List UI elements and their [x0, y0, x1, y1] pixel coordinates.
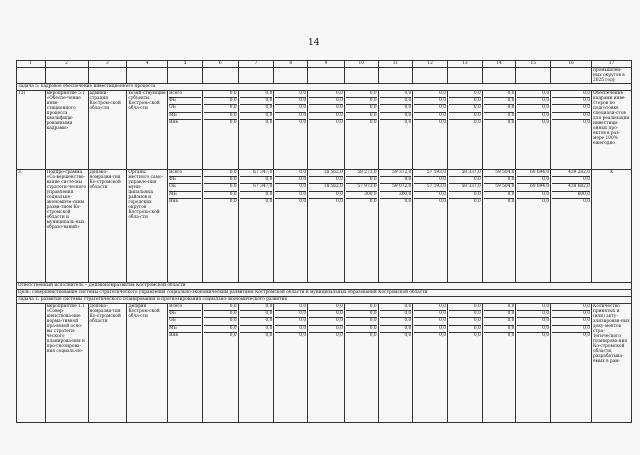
value-cell: 0,0 [542, 332, 550, 338]
value-cell: 0,0 [346, 304, 377, 311]
value-cell: 58 337,0 [449, 184, 481, 191]
value-cell: 0,0 [240, 318, 273, 325]
result-note: промышлен-ных округов в 2025 году [592, 68, 632, 84]
value-cell: 0,0 [552, 318, 590, 325]
value-cell: 0,0 [229, 332, 237, 338]
value-cell: 0,0 [265, 198, 273, 204]
value-cell: 57 193,0 [414, 184, 446, 191]
value-cell: 0,0 [484, 177, 515, 184]
result-indicator: Количество принятых и (или) акту-ализирован-ных доку-ментов стра-тегического планирова-ния Ко-стромской области, разрабатыва-емых в рам- [592, 304, 632, 423]
value-cell: 0,0 [204, 113, 237, 120]
column-header: 12 [413, 61, 448, 68]
value-cell: 0,0 [275, 98, 306, 105]
value-cell: 0,0 [275, 113, 306, 120]
empty-cell [308, 68, 345, 84]
value-cell: 0,0 [552, 113, 590, 120]
value-cell: 0,0 [346, 91, 377, 98]
value-cell: 0,0 [240, 304, 273, 311]
value-cell: 0,0 [240, 91, 273, 98]
value-cell: 0,0 [204, 304, 237, 311]
value-cell: 0,0 [517, 304, 549, 311]
value-column [202, 304, 238, 423]
value-cell: 0,0 [309, 311, 343, 318]
responsible-executor: Депэко-номразви-тия Ко-стромской области [88, 170, 127, 283]
section-heading: Ответственный исполнитель – Депэкономразвития Костромской области [17, 283, 632, 290]
value-cell: 0,0 [346, 105, 377, 112]
value-cell: 0,0 [275, 311, 306, 318]
value-column [551, 304, 592, 423]
value-cell: 0,0 [240, 311, 273, 318]
value-cell: 0,0 [299, 198, 307, 204]
cell-line: МБ [169, 113, 201, 120]
value-column [378, 91, 413, 170]
value-cell: 0,0 [204, 318, 237, 325]
value-column [274, 304, 308, 423]
row-number: 3. [17, 170, 46, 283]
value-cell: 0,0 [336, 332, 343, 338]
column-header: 9 [308, 61, 345, 68]
value-cell: 0,0 [404, 119, 412, 125]
value-cell: 0,0 [309, 304, 343, 311]
value-cell: 0,0 [449, 192, 481, 199]
value-cell: 0,0 [414, 98, 446, 105]
empty-cell [344, 68, 378, 84]
value-column [238, 304, 274, 423]
value-cell: 0,0 [484, 98, 515, 105]
value-cell: 0,0 [265, 332, 273, 338]
value-cell: 0,0 [204, 105, 237, 112]
value-cell: 0,0 [309, 192, 343, 199]
value-cell: 0,0 [346, 318, 377, 325]
value-cell: 0,0 [380, 326, 412, 333]
value-cell: 0,0 [484, 311, 515, 318]
value-cell: 18 562,0 [309, 184, 343, 191]
activity-name: мероприятие 5.1 «Обеспе-чение инве-стиционного процесса квалифици-рованными кадрами» [45, 91, 88, 170]
value-cell: 300,0 [380, 192, 412, 199]
value-cell: 0,0 [204, 170, 237, 177]
funding-source [168, 91, 203, 170]
activity-name: мероприятие 1.1 «Совер-шенствова-ние норма-тивной пра-вовой осно-вы стратеги-ческого планирова-ния и про-гнозирова-ния социаль-но- [45, 304, 88, 423]
value-cell: 0,0 [484, 304, 515, 311]
value-cell: 0,0 [552, 304, 590, 311]
value-cell: 0,0 [552, 98, 590, 105]
value-cell: 0,0 [517, 192, 549, 199]
value-cell: 0,0 [507, 198, 515, 204]
value-column [344, 170, 378, 283]
value-cell: 0,0 [439, 119, 446, 125]
value-cell: 57 193,0 [414, 170, 446, 177]
value-cell: 0,0 [229, 198, 237, 204]
value-column [413, 170, 448, 283]
value-cell: 0,0 [240, 105, 273, 112]
value-cell: 0,0 [309, 177, 343, 184]
column-header: 4 [127, 61, 168, 68]
row-number [17, 304, 46, 423]
value-cell: 0,0 [449, 91, 481, 98]
value-column [448, 91, 483, 170]
value-cell: 0,0 [414, 91, 446, 98]
value-column [238, 91, 274, 170]
value-column [344, 304, 378, 423]
value-cell: 0,0 [484, 105, 515, 112]
value-cell: 0,0 [517, 98, 549, 105]
value-cell: 0,0 [449, 105, 481, 112]
value-column [448, 170, 483, 283]
value-cell: 0,0 [380, 98, 412, 105]
value-cell: 0,0 [552, 91, 590, 98]
value-cell: 18 562,0 [309, 170, 343, 177]
cell-line: Всего [169, 170, 201, 177]
value-cell: 59 504,0 [484, 170, 515, 177]
value-cell: 0,0 [299, 119, 307, 125]
value-cell: 0,0 [275, 184, 306, 191]
column-header: 14 [482, 61, 516, 68]
participant: хозяй-ствующие субъекты Костром-ской обла-сти [127, 91, 168, 170]
value-cell: 0,0 [404, 198, 412, 204]
value-cell: 0,0 [404, 332, 412, 338]
value-cell: 0,0 [583, 332, 590, 338]
cell-line: Всего [169, 91, 201, 98]
value-cell: 0,0 [449, 318, 481, 325]
value-cell: 0,0 [517, 326, 549, 333]
cell-line: МБ [169, 192, 201, 199]
value-column [308, 91, 345, 170]
value-column [274, 170, 308, 283]
value-cell: 0,0 [484, 326, 515, 333]
value-cell: 0,0 [369, 332, 377, 338]
column-header: 13 [448, 61, 483, 68]
value-cell: 0,0 [414, 105, 446, 112]
section-heading: Задача 1: развитие системы стратегического планирования и прогнозирования социально-экономического развития [17, 297, 632, 304]
value-column [551, 91, 592, 170]
value-cell: 0,0 [517, 91, 549, 98]
value-column [482, 170, 516, 283]
value-cell: 0,0 [414, 113, 446, 120]
cell-line: ОБ [169, 105, 201, 112]
value-cell: 0,0 [240, 177, 273, 184]
empty-cell [448, 68, 483, 84]
value-cell: 58 273,0 [346, 170, 377, 177]
cell-line: МБ [169, 326, 201, 333]
column-header: 7 [238, 61, 274, 68]
value-cell: 0,0 [473, 332, 481, 338]
value-cell: 0,0 [299, 332, 307, 338]
result-indicator: Обеспечение кадрами инве-сторов по подготовке специали-стов для реализации инвестици-онных про-ектов в раз-мере 100% ежегодно [592, 91, 632, 170]
value-column [516, 304, 551, 423]
value-cell: 0,0 [484, 192, 515, 199]
column-header: 2 [45, 61, 88, 68]
value-cell: 0,0 [204, 326, 237, 333]
value-cell: 0,0 [309, 105, 343, 112]
value-cell: 0,0 [380, 91, 412, 98]
value-cell: 0,0 [240, 113, 273, 120]
value-cell: 0,0 [204, 91, 237, 98]
value-cell: 0,0 [346, 177, 377, 184]
value-cell: 57 973,0 [346, 184, 377, 191]
value-cell: 0,0 [346, 326, 377, 333]
empty-cell [17, 68, 46, 84]
value-cell: 0,0 [204, 311, 237, 318]
funding-source [168, 304, 203, 423]
cell-line: ФБ [169, 177, 201, 184]
value-cell: 0,0 [309, 113, 343, 120]
cell-line: ВнБ [169, 332, 179, 338]
value-cell: 0,0 [369, 119, 377, 125]
value-cell: 0,0 [449, 177, 481, 184]
value-column [482, 91, 516, 170]
value-cell: 0,0 [449, 311, 481, 318]
empty-cell [88, 68, 127, 84]
value-column [413, 91, 448, 170]
value-cell: 0,0 [542, 198, 550, 204]
value-cell: 0,0 [309, 318, 343, 325]
value-cell: 0,0 [240, 98, 273, 105]
empty-cell [202, 68, 238, 84]
value-cell: 0,0 [275, 192, 306, 199]
value-cell: 0,0 [552, 326, 590, 333]
value-cell: 0,0 [473, 198, 481, 204]
value-cell: 58 337,0 [449, 170, 481, 177]
value-cell: 0,0 [484, 113, 515, 120]
value-cell: 0,0 [583, 119, 590, 125]
empty-cell [413, 68, 448, 84]
value-cell: 600,0 [552, 192, 590, 199]
funding-source [168, 170, 203, 283]
value-cell: 0,0 [380, 113, 412, 120]
value-cell: 0,0 [309, 326, 343, 333]
value-column [378, 170, 413, 283]
empty-cell [238, 68, 274, 84]
cell-line: ВнБ [169, 119, 179, 125]
value-cell: 0,0 [507, 119, 515, 125]
value-cell: 300,0 [346, 192, 377, 199]
value-cell: 0,0 [414, 177, 446, 184]
value-column [413, 304, 448, 423]
empty-cell [516, 68, 551, 84]
value-cell: 0,0 [204, 192, 237, 199]
value-column [516, 91, 551, 170]
value-cell: 0,0 [380, 304, 412, 311]
value-cell: 0,0 [517, 177, 549, 184]
participant: Депфин Костром-ской обла-сти [127, 304, 168, 423]
value-column [202, 170, 238, 283]
value-cell: 0,0 [204, 184, 237, 191]
value-column [308, 304, 345, 423]
value-cell: 0,0 [517, 105, 549, 112]
value-cell: 0,0 [204, 98, 237, 105]
empty-cell [168, 68, 203, 84]
value-cell: 59 372,0 [380, 170, 412, 177]
value-cell: 0,0 [229, 119, 237, 125]
responsible-executor: Депэко-номразви-тия Ко-стромской области [88, 304, 127, 423]
value-cell: 0,0 [517, 318, 549, 325]
value-cell: 0,0 [414, 326, 446, 333]
value-cell: 0,0 [414, 318, 446, 325]
value-cell: 0,0 [449, 113, 481, 120]
empty-cell [482, 68, 516, 84]
value-cell: 0,0 [204, 177, 237, 184]
value-cell: 0,0 [346, 113, 377, 120]
value-cell: 60 694,0 [517, 184, 549, 191]
row-number: 13) [17, 91, 46, 170]
empty-cell [127, 68, 168, 84]
value-cell: 0,0 [380, 311, 412, 318]
value-column [238, 170, 274, 283]
value-cell: 0,0 [309, 98, 343, 105]
value-cell: 0,0 [309, 91, 343, 98]
value-column [448, 304, 483, 423]
value-cell: 0,0 [346, 98, 377, 105]
value-cell: 0,0 [275, 91, 306, 98]
value-cell: 0,0 [414, 304, 446, 311]
value-cell: 0,0 [439, 332, 446, 338]
activity-name: Подпро-грамма «Со-вершенство-вание систе-мы стратеги-ческого управления социально-экономиче-ским разви-тием Ко-стромской области и муниципаль-ных образо-ваний» [45, 170, 88, 283]
value-cell: 0,0 [265, 119, 273, 125]
value-cell: 438 682,0 [552, 184, 590, 191]
value-cell: 0,0 [517, 311, 549, 318]
value-cell: 0,0 [380, 105, 412, 112]
value-column [274, 91, 308, 170]
value-cell: 67 347,0 [240, 170, 273, 177]
value-cell: 0,0 [439, 198, 446, 204]
value-column [378, 304, 413, 423]
value-cell: 0,0 [275, 318, 306, 325]
value-cell: 0,0 [507, 332, 515, 338]
value-column [551, 170, 592, 283]
value-cell: 0,0 [275, 177, 306, 184]
cell-line: ФБ [169, 98, 201, 105]
empty-cell [45, 68, 88, 84]
result-indicator: Х [592, 170, 632, 283]
value-cell: 0,0 [369, 198, 377, 204]
value-cell: 0,0 [336, 119, 343, 125]
value-cell: 0,0 [336, 198, 343, 204]
empty-cell [274, 68, 308, 84]
column-header: 16 [551, 61, 592, 68]
value-cell: 0,0 [275, 170, 306, 177]
column-header: 3 [88, 61, 127, 68]
section-heading: Задача 5: кадровое обеспечение инвестиционного процесса [17, 84, 632, 91]
value-cell: 0,0 [275, 326, 306, 333]
page-number: 14 [308, 38, 320, 48]
cell-line: Всего [169, 304, 201, 311]
value-column [344, 91, 378, 170]
value-cell: 0,0 [449, 326, 481, 333]
value-cell: 0,0 [449, 98, 481, 105]
column-header: 15 [516, 61, 551, 68]
value-cell: 0,0 [484, 318, 515, 325]
cell-line: ВнБ [169, 198, 179, 204]
column-header: 5 [168, 61, 203, 68]
value-cell: 0,0 [517, 113, 549, 120]
value-column [516, 170, 551, 283]
value-cell: 59 504,0 [484, 184, 515, 191]
value-cell: 0,0 [275, 304, 306, 311]
value-cell: 0,0 [414, 192, 446, 199]
participant: Органы местного само-управле-ния муни-ципальных районов и городских округов Костром-ской обла-сти [127, 170, 168, 283]
value-cell: 0,0 [552, 177, 590, 184]
budget-table [16, 60, 632, 423]
value-cell: 0,0 [542, 119, 550, 125]
value-cell: 0,0 [473, 119, 481, 125]
value-column [308, 170, 345, 283]
value-cell: 59 072,0 [380, 184, 412, 191]
column-header: 10 [344, 61, 378, 68]
empty-cell [551, 68, 592, 84]
value-cell: 0,0 [240, 192, 273, 199]
column-header: 6 [202, 61, 238, 68]
cell-line: ФБ [169, 311, 201, 318]
cell-line: ОБ [169, 184, 201, 191]
value-column [202, 91, 238, 170]
value-cell: 0,0 [552, 105, 590, 112]
value-cell: 0,0 [240, 326, 273, 333]
value-column [482, 304, 516, 423]
section-heading: Цель: совершенствование системы стратегического управления социально-экономическим развитием Костромской области и муниципальных образований Костромской области [17, 290, 632, 297]
value-cell: 0,0 [449, 304, 481, 311]
value-cell: 60 694,0 [517, 170, 549, 177]
value-cell: 0,0 [275, 105, 306, 112]
empty-cell [378, 68, 413, 84]
value-cell: 67 347,0 [240, 184, 273, 191]
value-cell: 0,0 [583, 198, 590, 204]
value-cell: 439 282,0 [552, 170, 590, 177]
value-cell: 0,0 [552, 311, 590, 318]
value-cell: 0,0 [484, 91, 515, 98]
column-header: 8 [274, 61, 308, 68]
responsible-executor: админи-страция Костром-ской обла-сти [88, 91, 127, 170]
value-cell: 0,0 [346, 311, 377, 318]
value-cell: 0,0 [380, 318, 412, 325]
cell-line: ОБ [169, 318, 201, 325]
value-cell: 0,0 [380, 177, 412, 184]
column-header: 1 [17, 61, 46, 68]
column-header: 17 [592, 61, 632, 68]
value-cell: 0,0 [414, 311, 446, 318]
column-header: 11 [378, 61, 413, 68]
